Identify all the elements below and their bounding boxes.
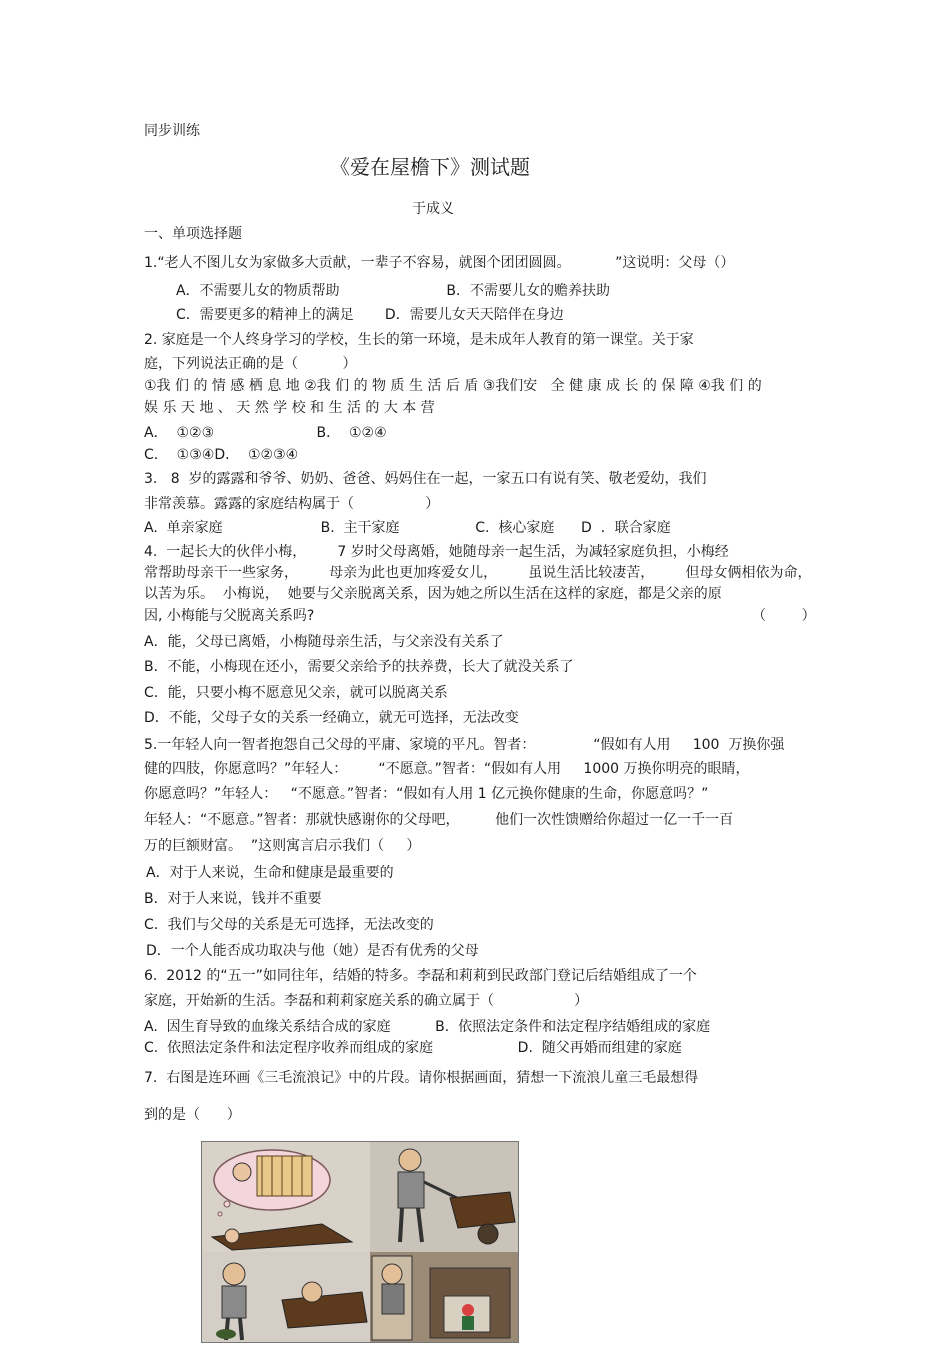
- q3-stem-cont: 非常羡慕。露露的家庭结构属于（ ）: [144, 496, 440, 512]
- q5-stem-cont4: 万的巨额财富。 ”这则寓言启示我们（ ）: [144, 838, 421, 854]
- q4-option-c: C．能，只要小梅不愿意见父亲，就可以脱离关系: [144, 685, 448, 701]
- doc-header: 同步训练: [144, 123, 200, 139]
- q7-stem: 7. 右图是连环画《三毛流浪记》中的片段。请你根据画面，猜想一下流浪儿童三毛最想得: [144, 1070, 699, 1086]
- q6-options-cd: C. 依照法定条件和法定程序收养而组成的家庭 D. 随父再婚而组建的家庭: [144, 1040, 682, 1056]
- comic-panel-dream: [202, 1142, 370, 1252]
- q4-stem-cont1: 常帮助母亲干一些家务， 母亲为此也更加疼爱女儿， 虽说生活比较凄苦， 但母女俩相依为命，: [144, 565, 812, 581]
- comic-strip-image: [201, 1141, 519, 1343]
- q5-option-d: D．一个人能否成功取决与他（她）是否有优秀的父母: [146, 943, 479, 959]
- q2-options-cd: C． ①③④D． ①②③④: [144, 447, 299, 463]
- q2-items: ①我 们 的 情 感 栖 息 地 ②我 们 的 物 质 生 活 后 盾 ③我们安 全 健 康 成 长 的 保 障 ④我 们 的: [144, 378, 762, 394]
- q1-options-cd: C．需要更多的精神上的满足 D．需要儿女天天陪伴在身边: [176, 307, 564, 323]
- doc-author: 于成义: [412, 201, 454, 217]
- q4-option-d: D．不能，父母子女的关系一经确立，就无可选择，无法改变: [144, 710, 519, 726]
- q6-stem: 6. 2012 的“五一”如同往年，结婚的特多。李磊和莉莉到民政部门登记后结婚组成了一个: [144, 968, 697, 984]
- q4-option-a: A．能，父母已离婚，小梅随母亲生活，与父亲没有关系了: [144, 634, 504, 650]
- q4-stem-cont3: 因, 小梅能与父脱离关系吗?: [144, 608, 315, 624]
- q3-stem: 3. 8 岁的露露和爷爷、奶奶、爸爸、妈妈住在一起，一家五口有说有笑、敬老爱幼，我们: [144, 471, 707, 487]
- q4-answer-bracket: （ ）: [752, 608, 816, 624]
- q4-stem: 4. 一起长大的伙伴小梅， 7 岁时父母离婚，她随母亲一起生活，为减轻家庭负担，小梅经: [144, 544, 729, 560]
- q2-stem-cont: 庭，下列说法正确的是（ ）: [144, 356, 357, 372]
- comic-panel-barrow: [370, 1142, 518, 1252]
- q5-stem-cont2: 你愿意吗？”年轻人： “不愿意。”智者：“假如有人用 1 亿元换你健康的生命，你愿意吗？”: [144, 786, 709, 802]
- q6-options-ab: A. 因生育导致的血缘关系结合成的家庭 B. 依照法定条件和法定程序结婚组成的家庭: [144, 1019, 711, 1035]
- comic-panel-window: [370, 1252, 518, 1342]
- q6-stem-cont: 家庭，开始新的生活。李磊和莉莉家庭关系的确立属于（ ）: [144, 993, 589, 1009]
- q7-stem-cont: 到的是（ ）: [144, 1107, 241, 1123]
- q2-stem: 2. 家庭是一个人终身学习的学校，生长的第一环境，是未成年人教育的第一课堂。关于家: [144, 332, 694, 348]
- q3-options: A. 单亲家庭 B. 主干家庭 C. 核心家庭 D ．联合家庭: [144, 520, 671, 536]
- doc-title: 《爱在屋檐下》测试题: [330, 155, 530, 179]
- q5-stem-cont3: 年轻人：“不愿意。”智者：那就快感谢你的父母吧， 他们一次性馈赠给你超过一亿一千一百: [144, 812, 734, 828]
- q2-items-cont: 娱 乐 天 地 、 天 然 学 校 和 生 活 的 大 本 营: [144, 400, 435, 416]
- q4-stem-cont2: 以苦为乐。 小梅说， 她要与父亲脱离关系，因为她之所以生活在这样的家庭，都是父亲的原: [144, 586, 722, 602]
- q1-options-ab: A．不需要儿女的物质帮助 B．不需要儿女的赡养扶助: [176, 283, 610, 299]
- q4-option-b: B．不能，小梅现在还小，需要父亲给予的扶养费，长大了就没关系了: [144, 659, 574, 675]
- q5-option-a: A．对于人来说，生命和健康是最重要的: [146, 865, 394, 881]
- q5-option-c: C．我们与父母的关系是无可选择，无法改变的: [144, 917, 434, 933]
- comic-panel-boy: [202, 1252, 370, 1342]
- q5-option-b: B．对于人来说，钱并不重要: [144, 891, 322, 907]
- q1-stem: 1.“老人不图儿女为家做多大贡献，一辈子不容易，就图个团团圆圆。 ”这说明：父母（）: [144, 255, 735, 271]
- q5-stem-cont1: 健的四肢，你愿意吗？”年轻人： “不愿意。”智者：“假如有人用 1000 万换你明亮的眼睛，: [144, 761, 750, 777]
- q2-options-ab: A． ①②③ B． ①②④: [144, 425, 387, 441]
- section-heading: 一、单项选择题: [144, 226, 242, 242]
- q5-stem: 5.一年轻人向一智者抱怨自己父母的平庸、家境的平凡。智者： “假如有人用 100 万换你强: [144, 737, 785, 753]
